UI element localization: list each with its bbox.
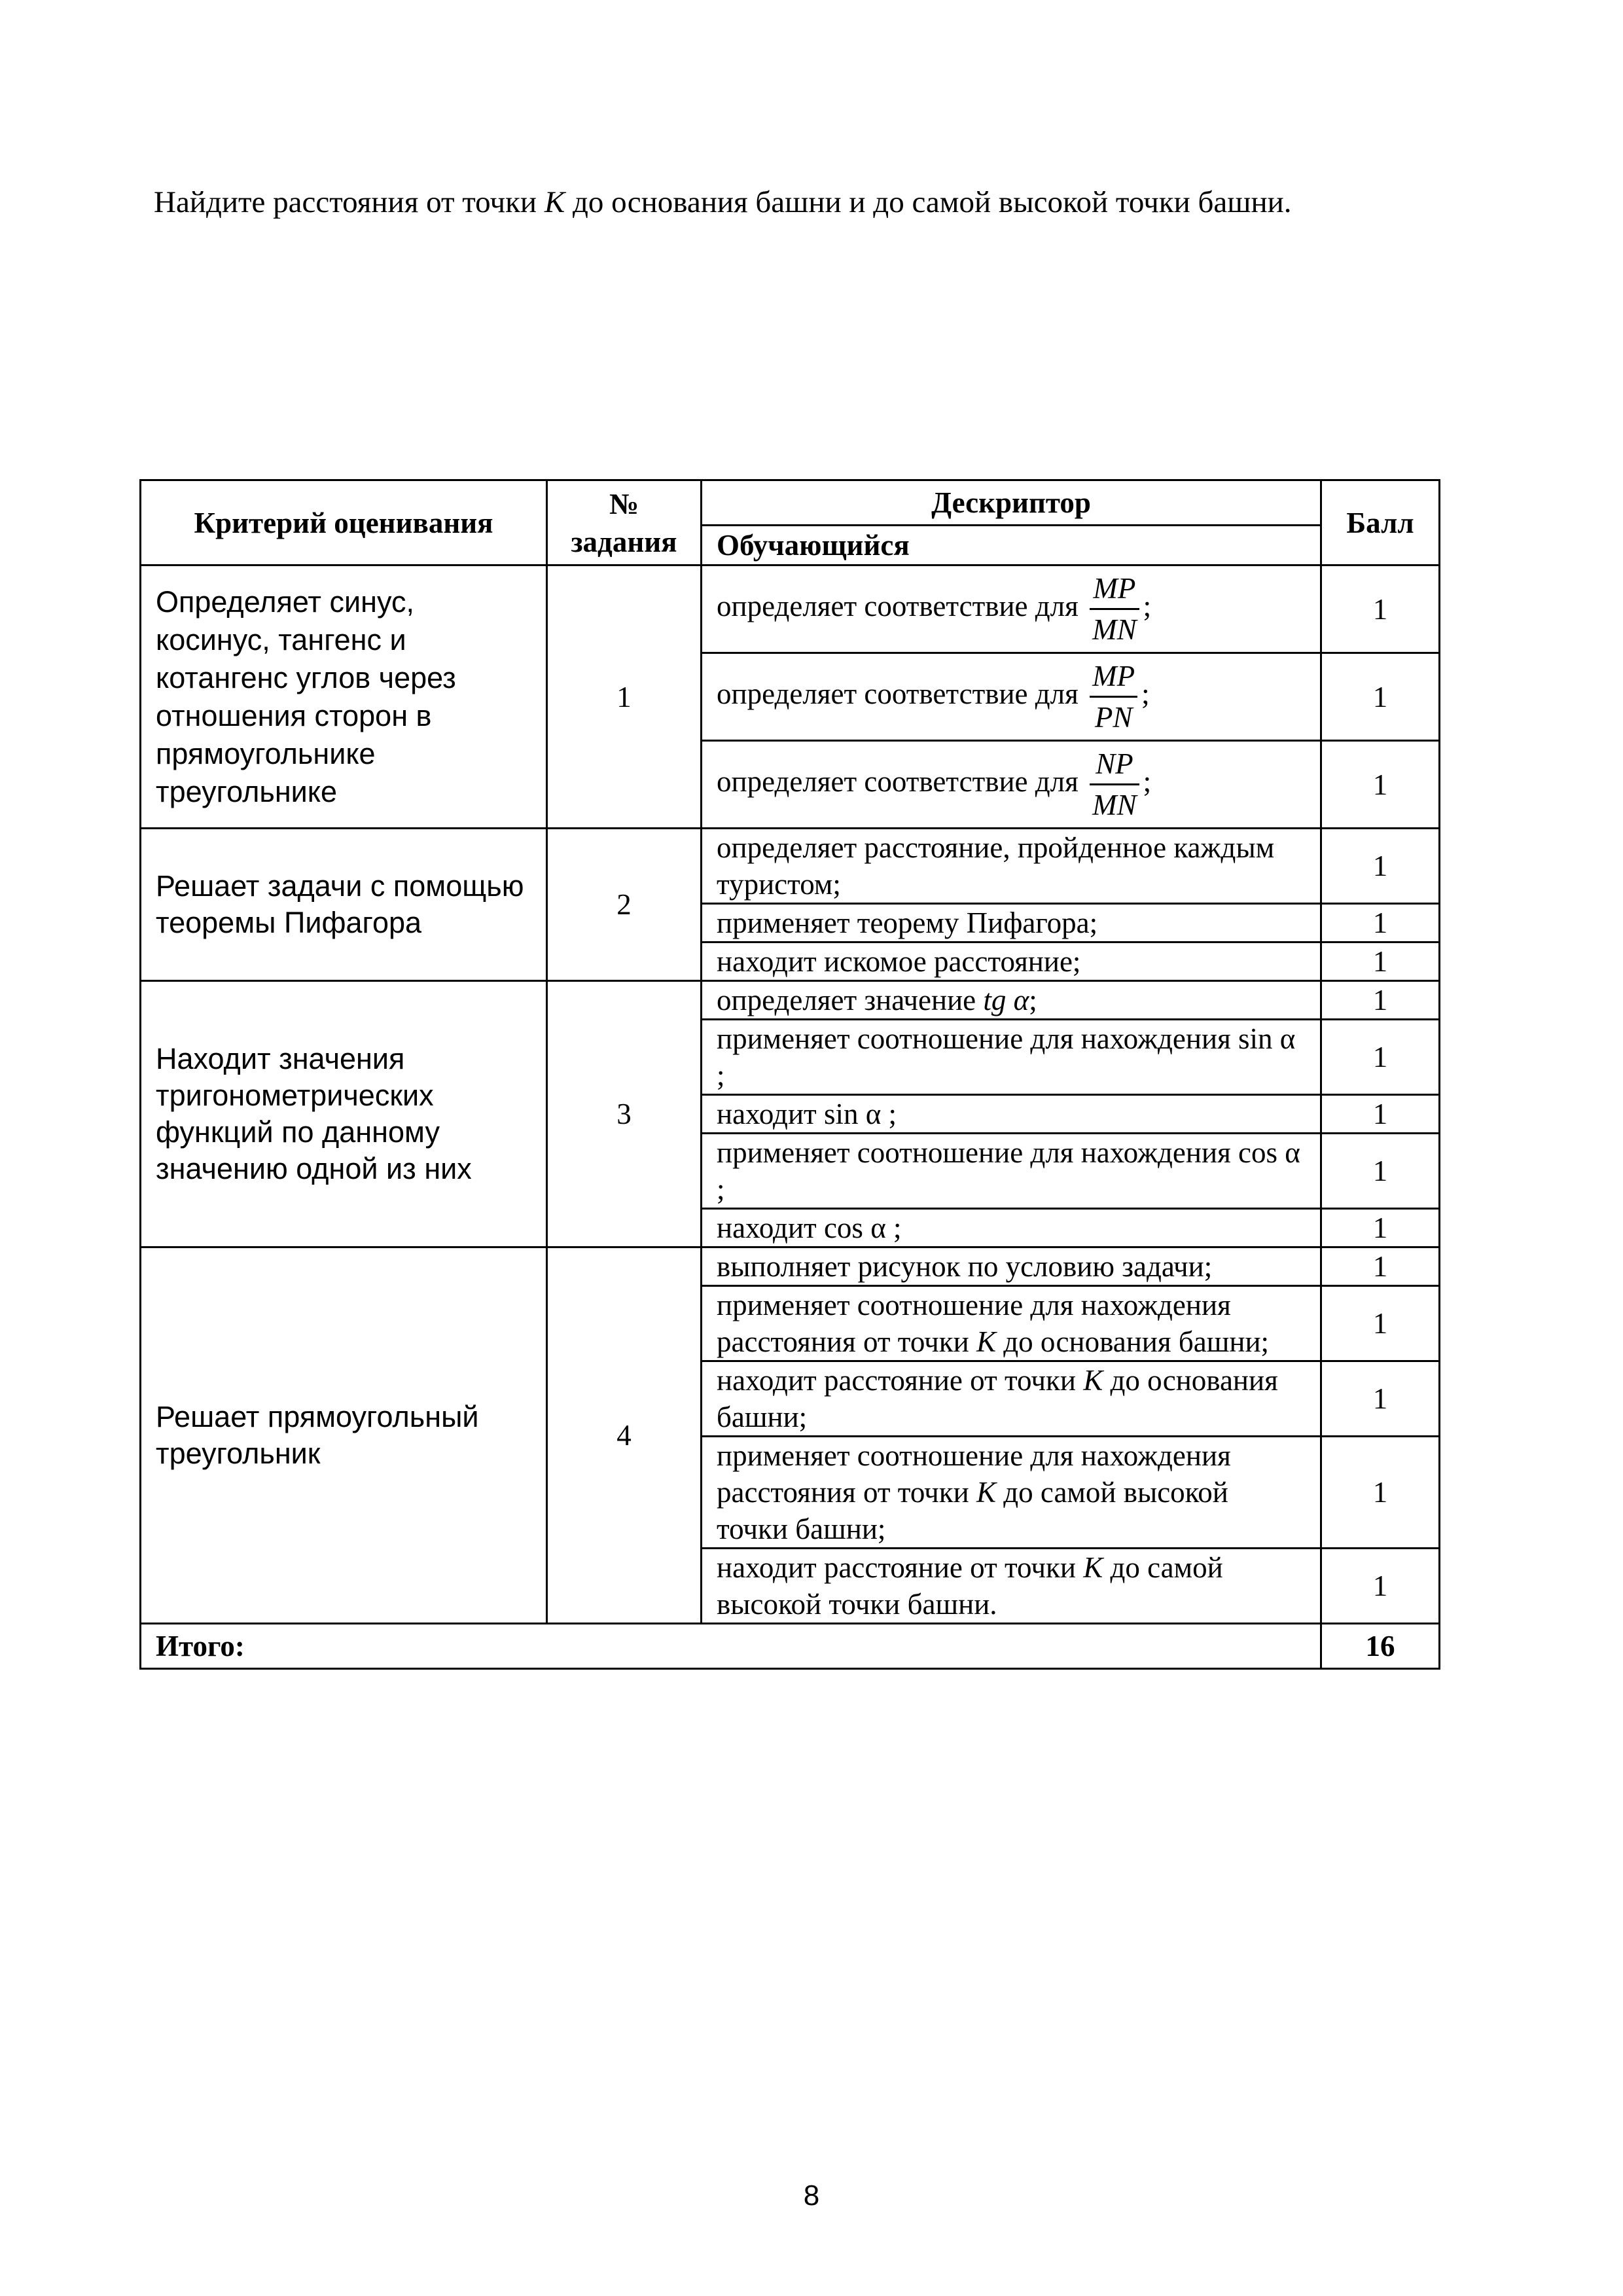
header-criterion: Критерий оценивания (141, 480, 547, 565)
fraction: $\frac{MP}{MN}$ (1090, 569, 1139, 649)
task-number-cell: 3 (547, 981, 702, 1247)
task-statement: Найдите расстояния от точки K до основания башни и до самой высокой точки башни. (154, 185, 1292, 219)
score-cell: 1 (1321, 829, 1440, 904)
criterion-cell: Находит значения тригонометрических функций по данному значению одной из них (141, 981, 547, 1247)
descriptor-cell: определяет расстояние, пройденное каждым туристом; (702, 829, 1321, 904)
descriptor-cell: определяет соответствие для $\frac{MP}{MN}$ ; (702, 565, 1321, 653)
score-cell: 1 (1321, 1134, 1440, 1209)
table-row (141, 565, 1440, 653)
table-row (141, 981, 1440, 1020)
score-cell: 1 (1321, 1437, 1440, 1549)
descriptor-cell: находит sin α ; (702, 1095, 1321, 1134)
math-expression: sin α (1238, 1022, 1296, 1055)
task-number-cell: 1 (547, 565, 702, 829)
header-score: Балл (1321, 480, 1440, 565)
score-cell: 1 (1321, 942, 1440, 981)
math-expression: sin α (823, 1098, 882, 1130)
table-row (141, 1247, 1440, 1286)
score-cell: 1 (1321, 1247, 1440, 1286)
math-expression: cos α (1238, 1136, 1300, 1169)
descriptor-cell: определяет значение tg α; (702, 981, 1321, 1020)
fraction: $\frac{MP}{PN}$ (1090, 656, 1137, 737)
assessment-rubric-table (139, 479, 1440, 1670)
header-row (141, 480, 1440, 526)
point-k: K (544, 185, 565, 219)
total-label: Итого: (141, 1624, 1321, 1669)
score-cell: 1 (1321, 1549, 1440, 1624)
fraction: $\frac{NP}{MN}$ (1090, 744, 1139, 825)
descriptor-cell: применяет теорему Пифагора; (702, 904, 1321, 942)
descriptor-cell: находит расстояние от точки K до основания башни; (702, 1361, 1321, 1437)
descriptor-cell: применяет соотношение для нахождения cos α ; (702, 1134, 1321, 1209)
score-cell: 1 (1321, 1361, 1440, 1437)
math-expression: cos α (823, 1211, 886, 1244)
descriptor-cell: применяет соотношение для нахождения расстояния от точки K до самой высокой точки башни; (702, 1437, 1321, 1549)
descriptor-cell: находит искомое расстояние; (702, 942, 1321, 981)
total-score: 16 (1321, 1624, 1440, 1669)
criterion-cell: Определяет синус, косинус, тангенс и котангенс углов через отношения сторон в прямоугольнике треугольнике (141, 565, 547, 829)
descriptor-cell: определяет соответствие для $\frac{NP}{MN}$ ; (702, 741, 1321, 829)
descriptor-cell: определяет соответствие для $\frac{MP}{PN}$ ; (702, 653, 1321, 741)
score-cell: 1 (1321, 653, 1440, 741)
score-cell: 1 (1321, 1209, 1440, 1247)
score-cell: 1 (1321, 1095, 1440, 1134)
task-number-cell: 2 (547, 829, 702, 981)
header-descriptor: Дескриптор (702, 480, 1321, 526)
descriptor-cell: выполняет рисунок по условию задачи; (702, 1247, 1321, 1286)
score-cell: 1 (1321, 565, 1440, 653)
criterion-cell: Решает задачи с помощью теоремы Пифагора (141, 829, 547, 981)
score-cell: 1 (1321, 1020, 1440, 1095)
criterion-cell: Решает прямоугольный треугольник (141, 1247, 547, 1624)
score-cell: 1 (1321, 1286, 1440, 1361)
score-cell: 1 (1321, 981, 1440, 1020)
descriptor-cell: находит расстояние от точки K до самой высокой точки башни. (702, 1549, 1321, 1624)
task-number-cell: 4 (547, 1247, 702, 1624)
total-row (141, 1624, 1440, 1669)
score-cell: 1 (1321, 741, 1440, 829)
header-task-number: № задания (547, 480, 702, 565)
descriptor-cell: применяет соотношение для нахождения sin α ; (702, 1020, 1321, 1095)
page-number: 8 (803, 2179, 820, 2212)
descriptor-cell: применяет соотношение для нахождения расстояния от точки K до основания башни; (702, 1286, 1321, 1361)
score-cell: 1 (1321, 904, 1440, 942)
math-expression: tg α (983, 984, 1029, 1016)
header-student: Обучающийся (702, 526, 1321, 565)
descriptor-cell: находит cos α ; (702, 1209, 1321, 1247)
table-row (141, 829, 1440, 904)
